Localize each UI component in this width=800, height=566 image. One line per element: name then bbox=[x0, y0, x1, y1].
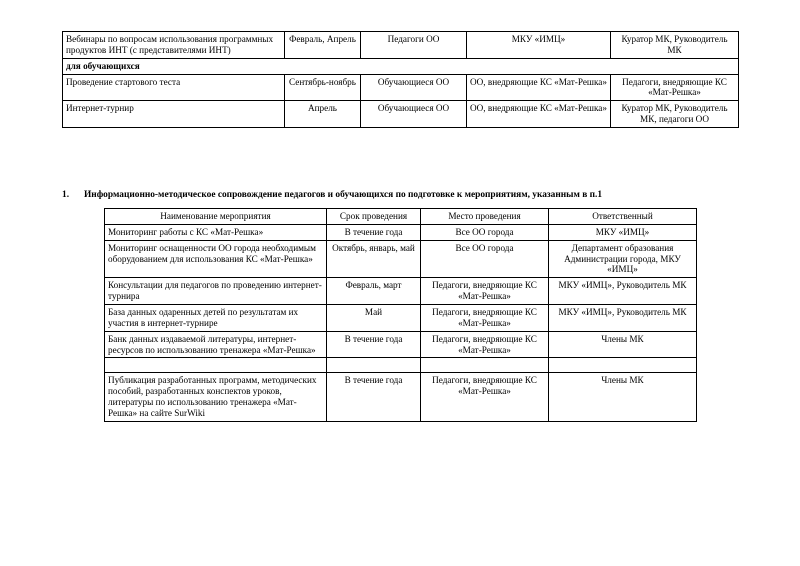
cell-responsible: МКУ «ИМЦ», Руководитель МК bbox=[549, 305, 697, 332]
cell-place: Обучающиеся ОО bbox=[361, 74, 467, 101]
cell-responsible: Куратор МК, Руководитель МК, педагоги ОО bbox=[611, 101, 739, 128]
column-header-responsible: Ответственный bbox=[549, 209, 697, 225]
cell-term: В течение года bbox=[327, 331, 421, 358]
table-row bbox=[105, 278, 697, 305]
cell-term: В течение года bbox=[327, 224, 421, 240]
cell-place: Педагоги, внедряющие КС «Мат-Решка» bbox=[421, 278, 549, 305]
section-number: 1. bbox=[62, 190, 70, 200]
cell-spacer bbox=[327, 358, 421, 373]
cell-event-name: Интернет-турнир bbox=[63, 101, 285, 128]
table-spacer-row bbox=[105, 358, 697, 373]
cell-place: Педагоги ОО bbox=[361, 32, 467, 59]
cell-event-name: Мониторинг оснащенности ОО города необходимым оборудованием для использования КС «Мат-Решка» bbox=[105, 240, 327, 278]
cell-responsible: МКУ «ИМЦ», Руководитель МК bbox=[549, 278, 697, 305]
cell-place: Все ОО города bbox=[421, 240, 549, 278]
cell-term: Февраль, Апрель bbox=[285, 32, 361, 59]
cell-section-title: для обучающихся bbox=[63, 58, 739, 74]
table-row bbox=[105, 373, 697, 421]
column-header-event-name: Наименование мероприятия bbox=[105, 209, 327, 225]
table-row bbox=[105, 331, 697, 358]
cell-event-name: Проведение стартового теста bbox=[63, 74, 285, 101]
cell-responsible: Куратор МК, Руководитель МК bbox=[611, 32, 739, 59]
cell-event-name: Консультации для педагогов по проведению интернет-турнира bbox=[105, 278, 327, 305]
cell-responsible: Члены МК bbox=[549, 373, 697, 421]
table-section-row bbox=[63, 58, 739, 74]
cell-place: Педагоги, внедряющие КС «Мат-Решка» bbox=[421, 373, 549, 421]
cell-responsible: МКУ «ИМЦ» bbox=[549, 224, 697, 240]
cell-responsible: Члены МК bbox=[549, 331, 697, 358]
table-row bbox=[105, 240, 697, 278]
cell-event-name: Вебинары по вопросам использования программных продуктов ИНТ (с представителями ИНТ) bbox=[63, 32, 285, 59]
cell-term: В течение года bbox=[327, 373, 421, 421]
table-row bbox=[63, 32, 739, 59]
cell-term: Май bbox=[327, 305, 421, 332]
cell-responsible: Педагоги, внедряющие КС «Мат-Решка» bbox=[611, 74, 739, 101]
cell-place: Педагоги, внедряющие КС «Мат-Решка» bbox=[421, 305, 549, 332]
cell-place: Педагоги, внедряющие КС «Мат-Решка» bbox=[421, 331, 549, 358]
column-header-term: Срок проведения bbox=[327, 209, 421, 225]
cell-responsible: Департамент образования Администрации города, МКУ «ИМЦ» bbox=[549, 240, 697, 278]
cell-term: Сентябрь-ноябрь bbox=[285, 74, 361, 101]
cell-place: Все ОО города bbox=[421, 224, 549, 240]
cell-place: Обучающиеся ОО bbox=[361, 101, 467, 128]
cell-event-name: База данных одаренных детей по результатам их участия в интернет-турнире bbox=[105, 305, 327, 332]
column-header-place: Место проведения bbox=[421, 209, 549, 225]
table-row bbox=[105, 305, 697, 332]
cell-event-name: Публикация разработанных программ, методических пособий, разработанных конспектов уроков, литературы по использованию тренажера «Мат-Решка» на сайте SurWiki bbox=[105, 373, 327, 421]
cell-term: Октябрь, январь, май bbox=[327, 240, 421, 278]
cell-term: Февраль, март bbox=[327, 278, 421, 305]
table-row bbox=[63, 74, 739, 101]
cell-event-name: Мониторинг работы с КС «Мат-Решка» bbox=[105, 224, 327, 240]
cell-organizer: ОО, внедряющие КС «Мат-Решка» bbox=[467, 101, 611, 128]
cell-term: Апрель bbox=[285, 101, 361, 128]
cell-spacer bbox=[421, 358, 549, 373]
table-row bbox=[105, 224, 697, 240]
activities-table-upper bbox=[62, 31, 739, 128]
cell-organizer: ОО, внедряющие КС «Мат-Решка» bbox=[467, 74, 611, 101]
cell-spacer bbox=[105, 358, 327, 373]
cell-spacer bbox=[549, 358, 697, 373]
section-heading bbox=[62, 190, 742, 201]
cell-organizer: МКУ «ИМЦ» bbox=[467, 32, 611, 59]
table-row bbox=[63, 101, 739, 128]
cell-event-name: Банк данных издаваемой литературы, интернет-ресурсов по использованию тренажера «Мат-Решка» bbox=[105, 331, 327, 358]
section-heading-text: Информационно-методическое сопровождение педагогов и обучающихся по подготовке к мероприятиям, указанным в п.1 bbox=[84, 190, 603, 200]
table-header-row bbox=[105, 209, 697, 225]
activities-table-lower bbox=[104, 208, 697, 422]
